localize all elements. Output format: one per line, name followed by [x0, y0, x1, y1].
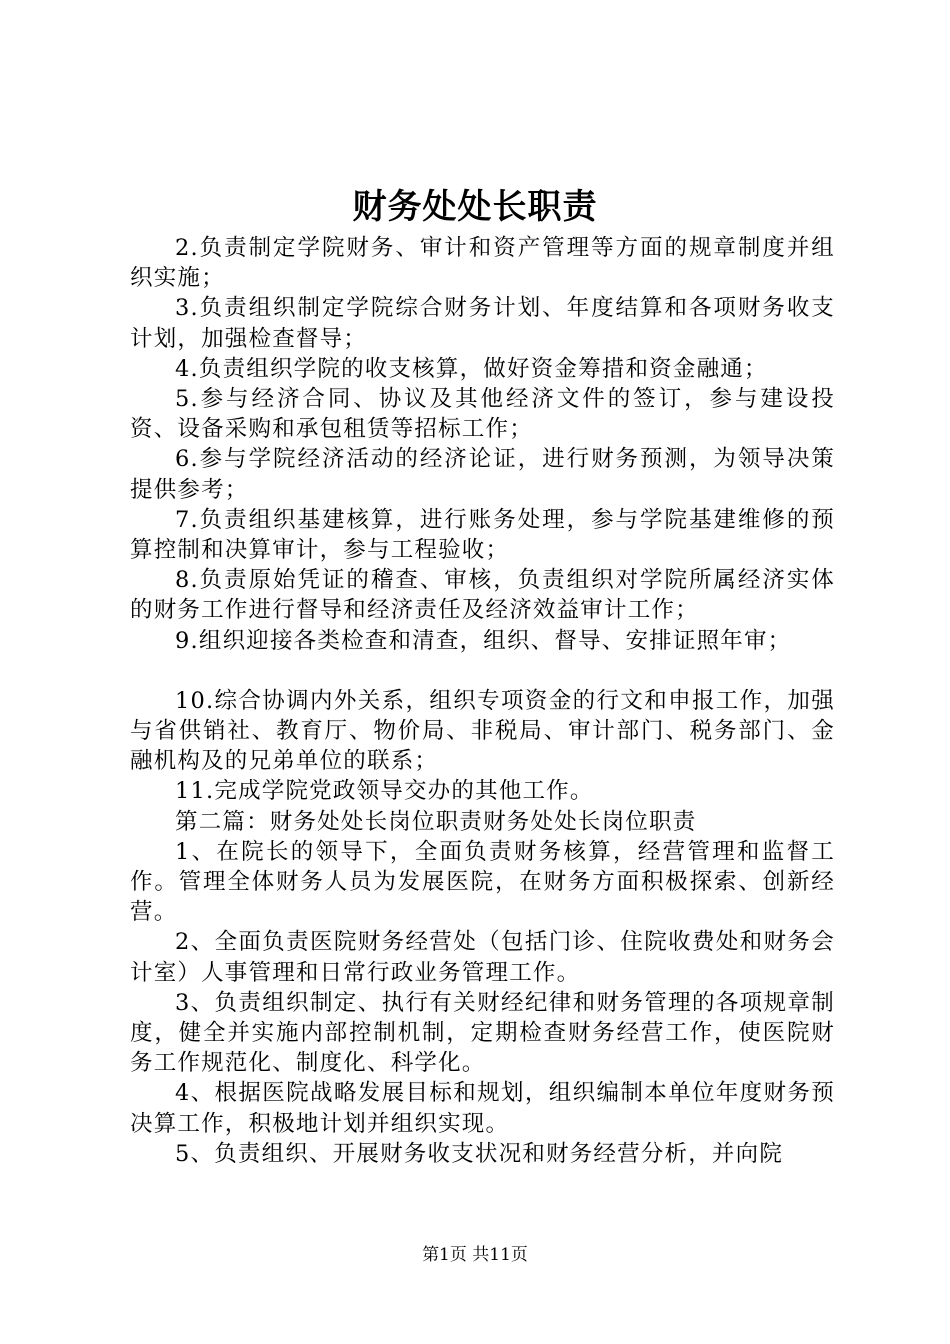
document-title: 财务处处长职责	[352, 187, 598, 227]
paragraph-item-7: 7.负责组织基建核算，进行账务处理，参与学院基建维修的预算控制和决算审计，参与工程验收；	[130, 506, 835, 564]
duty-item-2: 2、全面负责医院财务经营处（包括门诊、住院收费处和财务会计室）人事管理和日常行政业务管理工作。	[130, 929, 835, 986]
duty-item-4: 4、根据医院战略发展目标和规划，组织编制本单位年度财务预决算工作，积极地计划并组织实现。	[130, 1080, 835, 1137]
duty-item-3: 3、负责组织制定、执行有关财经纪律和财务管理的各项规章制度，健全并实施内部控制机制，定期检查财务经营工作，使医院财务工作规范化、制度化、科学化。	[130, 989, 835, 1077]
paragraph-item-11: 11.完成学院党政领导交办的其他工作。	[175, 778, 594, 805]
page-number-footer: 第1页 共11页	[422, 1245, 528, 1265]
paragraph-item-6: 6.参与学院经济活动的经济论证，进行财务预测，为领导决策提供参考；	[130, 446, 835, 503]
paragraph-item-9: 9.组织迎接各类检查和清查，组织、督导、安排证照年审；	[175, 627, 792, 654]
paragraph-item-3: 3.负责组织制定学院综合财务计划、年度结算和各项财务收支计划，加强检查督导；	[130, 295, 835, 352]
paragraph-item-2: 2.负责制定学院财务、审计和资产管理等方面的规章制度并组织实施；	[130, 235, 835, 292]
duty-item-5: 5、负责组织、开展财务收支状况和财务经营分析，并向院	[175, 1140, 784, 1167]
paragraph-item-4: 4.负责组织学院的收支核算，做好资金筹措和资金融通；	[175, 355, 768, 382]
paragraph-item-5: 5.参与经济合同、协议及其他经济文件的签订，参与建设投资、设备采购和承包租赁等招标工作；	[130, 386, 835, 443]
paragraph-item-10: 10.综合协调内外关系，组织专项资金的行文和申报工作，加强与省供销社、教育厅、物价局、非税局、审计部门、税务部门、金融机构及的兄弟单位的联系；	[130, 687, 835, 775]
section-heading: 第二篇：财务处处长岗位职责财务处处长岗位职责	[175, 808, 697, 835]
paragraph-item-8: 8.负责原始凭证的稽查、审核，负责组织对学院所属经济实体的财务工作进行督导和经济责任及经济效益审计工作；	[130, 567, 835, 624]
duty-item-1: 1、在院长的领导下，全面负责财务核算，经营管理和监督工作。管理全体财务人员为发展医院，在财务方面积极探索、创新经营。	[130, 838, 835, 926]
document-body	[130, 233, 835, 1169]
